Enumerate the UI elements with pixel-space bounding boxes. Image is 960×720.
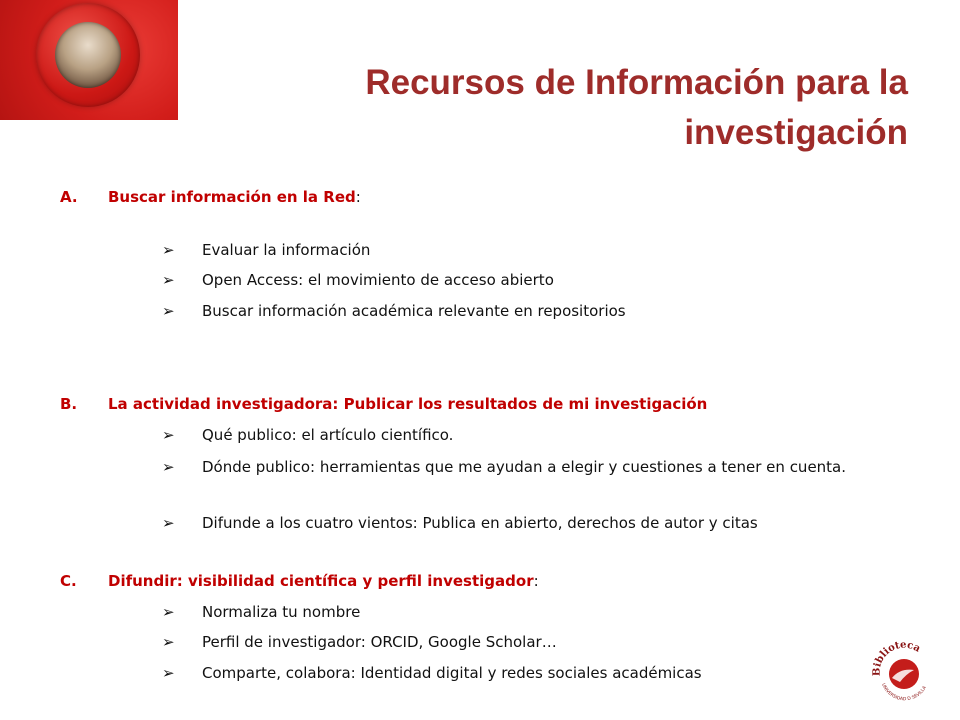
list-item bbox=[162, 631, 882, 653]
logo-subtext: UNIVERSIDAD D SEVILLA bbox=[880, 682, 928, 703]
list-item bbox=[162, 269, 882, 291]
arrow-bullet-icon: ➢ bbox=[162, 633, 175, 651]
list-item bbox=[162, 662, 882, 684]
section-colon: : bbox=[533, 572, 539, 590]
page-title bbox=[268, 58, 908, 158]
list-item-text: Open Access: el movimiento de acceso abierto bbox=[202, 271, 554, 289]
arrow-bullet-icon: ➢ bbox=[162, 458, 175, 476]
arrow-bullet-icon: ➢ bbox=[162, 664, 175, 682]
arrow-bullet-icon: ➢ bbox=[162, 426, 175, 444]
list-item bbox=[162, 300, 882, 322]
list-item-text: Difunde a los cuatro vientos: Publica en abierto, derechos de autor y citas bbox=[202, 514, 758, 532]
section-letter: C. bbox=[60, 572, 77, 590]
list-item bbox=[162, 601, 882, 623]
section-heading-text: Buscar información en la Red bbox=[108, 188, 356, 206]
list-item bbox=[162, 239, 882, 261]
arrow-bullet-icon: ➢ bbox=[162, 514, 175, 532]
list-item bbox=[162, 424, 882, 446]
corner-banner bbox=[0, 0, 178, 120]
list-item-text: Perfil de investigador: ORCID, Google Scholar… bbox=[202, 633, 557, 651]
section-heading-text: Difundir: visibilidad científica y perfil investigador bbox=[108, 572, 534, 590]
list-item-text: Normaliza tu nombre bbox=[202, 603, 361, 621]
arrow-bullet-icon: ➢ bbox=[162, 302, 175, 320]
library-photo bbox=[55, 22, 121, 88]
list-item-text: Dónde publico: herramientas que me ayudan a elegir y cuestiones a tener en cuenta. bbox=[202, 458, 847, 476]
biblioteca-logo-icon bbox=[870, 638, 938, 706]
section-letter: B. bbox=[60, 395, 78, 413]
arrow-bullet-icon: ➢ bbox=[162, 271, 175, 289]
biblioteca-logo-svg bbox=[870, 638, 938, 706]
library-photo-icon bbox=[36, 3, 140, 107]
arrow-bullet-icon: ➢ bbox=[162, 241, 175, 259]
list-item-text: Qué publico: el artículo científico. bbox=[202, 426, 454, 444]
list-item-text: Evaluar la información bbox=[202, 241, 371, 259]
section-a-heading bbox=[60, 188, 361, 206]
arrow-bullet-icon: ➢ bbox=[162, 603, 175, 621]
section-c-heading bbox=[60, 572, 539, 590]
list-item bbox=[162, 512, 882, 534]
section-heading-text: La actividad investigadora: Publicar los resultados de mi investigación bbox=[108, 395, 708, 413]
title-line-1: Recursos de Información para la bbox=[365, 63, 908, 102]
title-line-2: investigación bbox=[684, 113, 908, 152]
section-b-heading bbox=[60, 395, 707, 413]
section-letter: A. bbox=[60, 188, 78, 206]
logo-word: Biblioteca bbox=[871, 639, 923, 677]
list-item bbox=[162, 456, 882, 478]
list-item-text: Comparte, colabora: Identidad digital y redes sociales académicas bbox=[202, 664, 702, 682]
section-colon: : bbox=[355, 188, 361, 206]
list-item-text: Buscar información académica relevante en repositorios bbox=[202, 302, 626, 320]
